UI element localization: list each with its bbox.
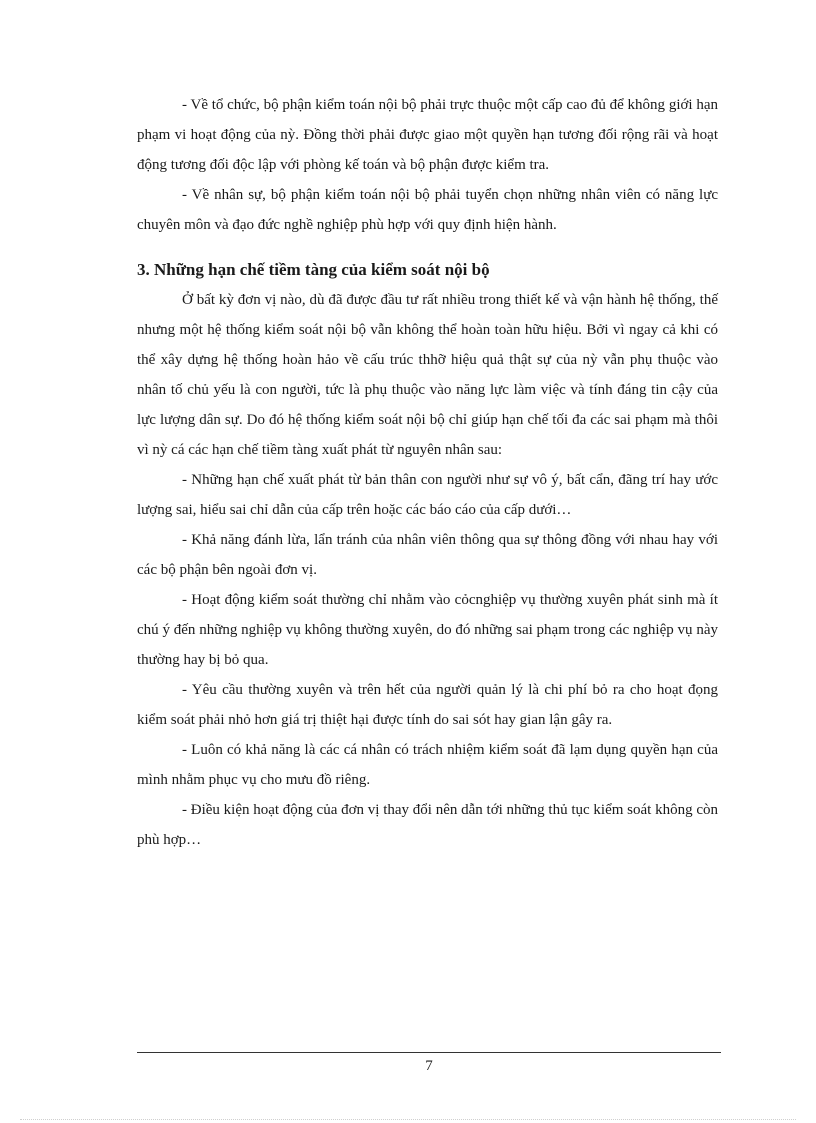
footer-divider xyxy=(137,1052,721,1053)
paragraph-limitation-cost: - Yêu cầu thường xuyên và trên hết của người quản lý là chi phí bỏ ra cho hoạt đọng kiểm soát phải nhỏ hơn giá trị thiệt hại được tính do sai sót hay gian lận gây ra. xyxy=(137,682,718,728)
paragraph-limitation-routine: - Hoạt động kiểm soát thường chỉ nhằm vào cỏcnghiệp vụ thường xuyên phát sinh mà ít chú ý đến những nghiệp vụ không thường xuyên, do đó những sai phạm trong các nghiệp vụ này thường hay bị bỏ qua. xyxy=(137,592,718,668)
document-page xyxy=(137,90,718,855)
section-heading: 3. Những hạn chế tiềm tàng của kiểm soát nội bộ xyxy=(137,260,490,279)
page-number: 7 xyxy=(425,1058,433,1074)
paragraph-organization: - Về tổ chức, bộ phận kiểm toán nội bộ phải trực thuộc một cấp cao đủ để không giới hạn phạm vi hoạt động của nỳ. Đồng thời phải được giao một quyền hạn tương đối rộng rãi và hoạt động tương đối độc lập với phòng kế toán và bộ phận được kiểm tra. xyxy=(137,97,718,173)
paragraph-personnel: - Về nhân sự, bộ phận kiểm toán nội bộ phải tuyển chọn những nhân viên có năng lực chuyên môn và đạo đức nghề nghiệp phù hợp với quy định hiện hành. xyxy=(137,187,718,233)
paragraph-limitation-collusion: - Khả năng đánh lừa, lẩn tránh của nhân viên thông qua sự thông đồng với nhau hay với các bộ phận bên ngoài đơn vị. xyxy=(137,532,718,578)
paragraph-limitation-human: - Những hạn chế xuất phát từ bản thân con người như sự vô ý, bất cẩn, đãng trí hay ước lượng sai, hiểu sai chỉ dẫn của cấp trên hoặc các báo cáo của cấp dưới… xyxy=(137,472,718,518)
paragraph-limitation-abuse: - Luôn có khả năng là các cá nhân có trách nhiệm kiểm soát đã lạm dụng quyền hạn của mình nhằm phục vụ cho mưu đồ riêng. xyxy=(137,742,718,788)
paragraph-intro: Ở bất kỳ đơn vị nào, dù đã được đầu tư rất nhiều trong thiết kế và vận hành hệ thống, thế nhưng một hệ thống kiểm soát nội bộ vẫn không thể hoàn toàn hữu hiệu. Bởi vì ngay cả khi có thể xây dựng hệ thống hoàn hảo về cấu trúc thhỡ hiệu quả thật sự của nỳ vẫn phụ thuộc vào nhân tố chủ yếu là con người, tức là phụ thuộc vào năng lực làm việc và tính đáng tin cậy của lực lượng dân sự. Do đó hệ thống kiểm soát nội bộ chỉ giúp hạn chế tối đa các sai phạm mà thôi vì nỳ cá các hạn chế tiềm tàng xuất phát từ nguyên nhân sau: xyxy=(137,292,718,458)
page-bottom-border xyxy=(20,1119,796,1120)
paragraph-limitation-conditions: - Điều kiện hoạt động của đơn vị thay đổi nên dẫn tới những thủ tục kiểm soát không còn phù hợp… xyxy=(137,802,718,848)
